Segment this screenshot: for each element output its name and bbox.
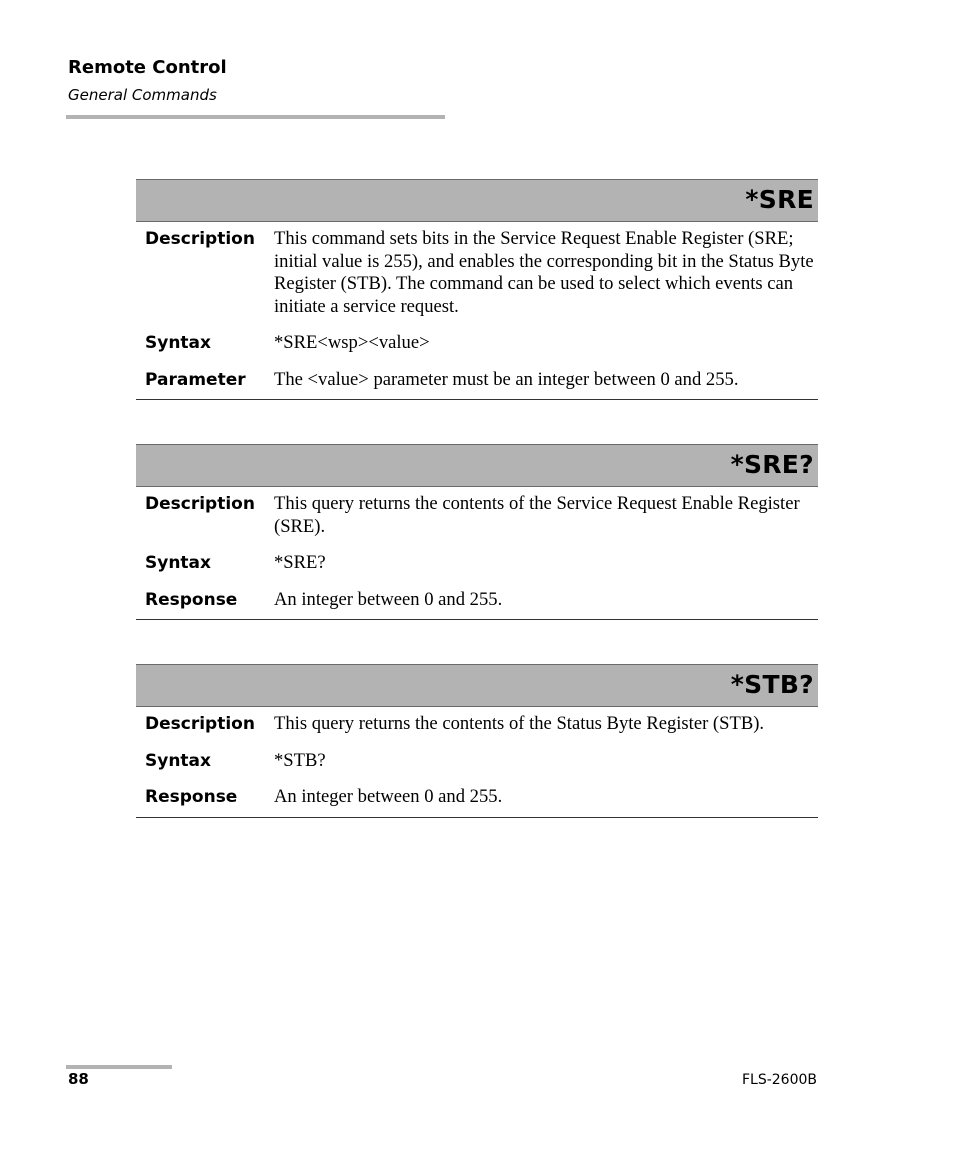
description-row — [136, 713, 818, 736]
row-label: Response — [145, 589, 238, 610]
syntax-row — [136, 552, 818, 575]
command-block-sre — [136, 179, 818, 400]
row-text: An integer between 0 and 255. — [274, 786, 503, 807]
command-block-stb-query — [136, 664, 818, 818]
command-name: *STB? — [730, 670, 814, 699]
row-label: Response — [145, 787, 238, 807]
command-title-bar — [136, 179, 818, 222]
command-title-bar — [136, 664, 818, 707]
row-text: This query returns the contents of the Service Request Enable Register (SRE). — [274, 493, 800, 537]
section-subtitle: General Commands — [68, 86, 217, 104]
row-label: Parameter — [145, 369, 246, 390]
command-title-bar — [136, 444, 818, 487]
parameter-row — [136, 369, 818, 392]
response-row — [136, 786, 818, 809]
command-details — [136, 707, 818, 818]
row-text: This command sets bits in the Service Request Enable Register (SRE; initial value is 255), and enables the corresponding bit in the Status Byte Register (STB). The command can be used to select which events can initiate a service request. — [274, 228, 814, 317]
page-header — [68, 57, 448, 105]
command-details — [136, 222, 818, 400]
description-row — [136, 493, 818, 538]
row-text: *SRE? — [274, 552, 326, 573]
command-name: *SRE — [745, 185, 814, 214]
command-name: *SRE? — [730, 450, 814, 479]
command-block-sre-query — [136, 444, 818, 620]
row-label: Description — [145, 494, 255, 514]
row-text: This query returns the contents of the Status Byte Register (STB). — [274, 713, 765, 734]
product-name: FLS-2600B — [741, 1072, 817, 1088]
row-text: An integer between 0 and 255. — [274, 588, 503, 610]
row-label: Syntax — [145, 553, 211, 573]
row-text: The <value> parameter must be an integer between 0 and 255. — [274, 368, 739, 390]
command-details — [136, 487, 818, 620]
row-label: Syntax — [145, 333, 211, 353]
header-divider — [66, 115, 445, 119]
response-row — [136, 589, 818, 612]
row-text: *SRE<wsp><value> — [274, 332, 430, 353]
row-label: Description — [145, 714, 255, 734]
row-label: Description — [145, 229, 255, 249]
syntax-row — [136, 332, 818, 355]
syntax-row — [136, 750, 818, 773]
row-text: *STB? — [274, 749, 326, 771]
row-label: Syntax — [145, 750, 211, 771]
description-row — [136, 228, 818, 318]
page-number: 88 — [68, 1070, 89, 1088]
chapter-title: Remote Control — [68, 57, 227, 78]
